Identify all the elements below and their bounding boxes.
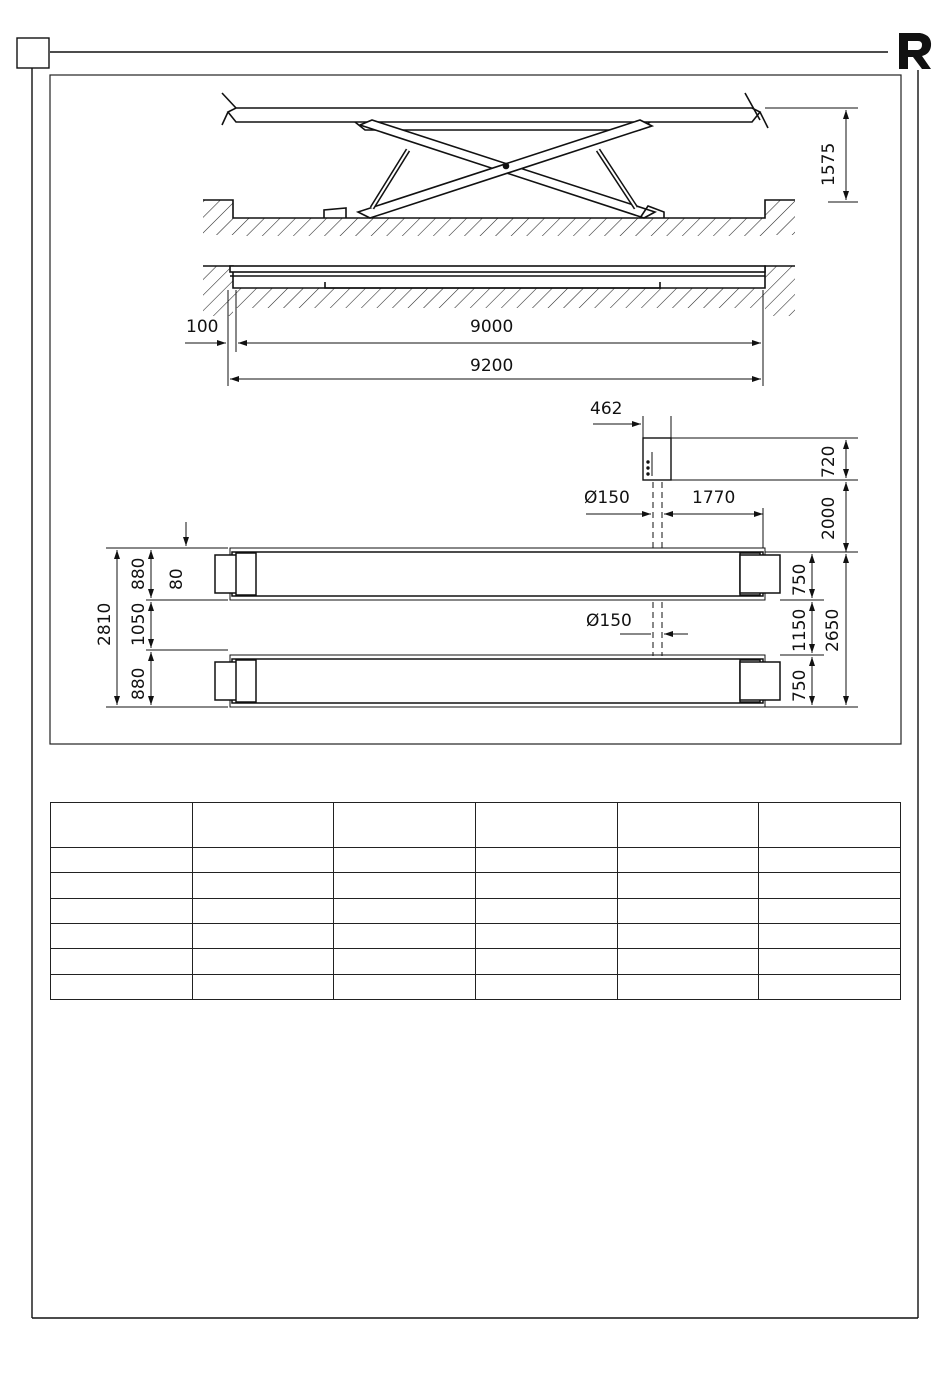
console-width-dim-label: 462: [590, 399, 623, 419]
control-console: [643, 438, 671, 480]
table-cell: [334, 848, 476, 873]
stylized-R-logo-icon: [899, 33, 931, 69]
platform-lower: [215, 655, 780, 707]
table-cell: [617, 898, 759, 923]
overall-length-dim-label: 9200: [470, 356, 514, 376]
table-cell: [334, 873, 476, 898]
height-dim-label: 1575: [819, 142, 839, 186]
table-row: [51, 898, 901, 923]
conduit-diameter-middle-label: Ø150: [586, 611, 632, 631]
table-cell: [192, 923, 334, 948]
gap-left-dim-label: 1050: [129, 602, 149, 646]
edge-dim-label: 80: [167, 568, 187, 590]
offset-dim-label: 100: [186, 317, 219, 337]
right-upper-dim-label: 750: [790, 563, 810, 596]
left-dimensions: [106, 522, 228, 707]
table-cell: [334, 923, 476, 948]
table-cell: [51, 974, 193, 999]
platform-length-dim-label: 9000: [470, 317, 514, 337]
table-row: [51, 974, 901, 999]
table-cell: [51, 923, 193, 948]
table-cell: [759, 873, 901, 898]
table-header-cell: [51, 803, 193, 848]
conduit-diameter-top-label: Ø150: [584, 488, 630, 508]
table-cell: [617, 923, 759, 948]
table-cell: [334, 974, 476, 999]
table-row: [51, 923, 901, 948]
table-header-cell: [617, 803, 759, 848]
table-header-cell: [192, 803, 334, 848]
table-cell: [617, 848, 759, 873]
console-spacing-dim-label: 2000: [819, 496, 839, 540]
right-middle-dim-label: 1150: [790, 608, 810, 652]
table-cell: [192, 848, 334, 873]
platform-width-left-bottom-label: 880: [129, 667, 149, 700]
chapter-number-box: [17, 38, 49, 68]
table-row: [51, 873, 901, 898]
table-cell: [617, 949, 759, 974]
table-cell: [759, 923, 901, 948]
conduit-offset-dim-label: 1770: [692, 488, 736, 508]
table-cell: [192, 949, 334, 974]
table-cell: [51, 898, 193, 923]
table-row: [51, 949, 901, 974]
platform-upper: [215, 548, 780, 600]
table-cell: [192, 898, 334, 923]
table-header-cell: [759, 803, 901, 848]
table-cell: [475, 949, 617, 974]
table-header-cell: [475, 803, 617, 848]
table-cell: [51, 873, 193, 898]
table-cell: [759, 949, 901, 974]
console-depth-dim-label: 720: [819, 445, 839, 478]
table-cell: [334, 949, 476, 974]
table-cell: [759, 848, 901, 873]
table-cell: [617, 873, 759, 898]
platform-width-left-top-label: 880: [129, 557, 149, 590]
table-cell: [192, 873, 334, 898]
overall-width-dim-label: 2810: [95, 602, 115, 646]
table-header-row: [51, 803, 901, 848]
table-row: [51, 848, 901, 873]
table-cell: [51, 848, 193, 873]
table-cell: [759, 974, 901, 999]
table-cell: [475, 848, 617, 873]
table-cell: [475, 898, 617, 923]
right-total-dim-label: 2650: [823, 608, 843, 652]
table-cell: [759, 898, 901, 923]
height-dimension: [765, 108, 858, 202]
table-cell: [334, 898, 476, 923]
spec-table: [50, 802, 901, 1000]
side-view-raised: [203, 93, 795, 236]
table-header-cell: [334, 803, 476, 848]
table-cell: [192, 974, 334, 999]
table-cell: [51, 949, 193, 974]
side-view-lowered: [203, 266, 795, 316]
table-cell: [475, 873, 617, 898]
table-cell: [617, 974, 759, 999]
table-cell: [475, 974, 617, 999]
right-lower-dim-label: 750: [790, 669, 810, 702]
table-cell: [475, 923, 617, 948]
